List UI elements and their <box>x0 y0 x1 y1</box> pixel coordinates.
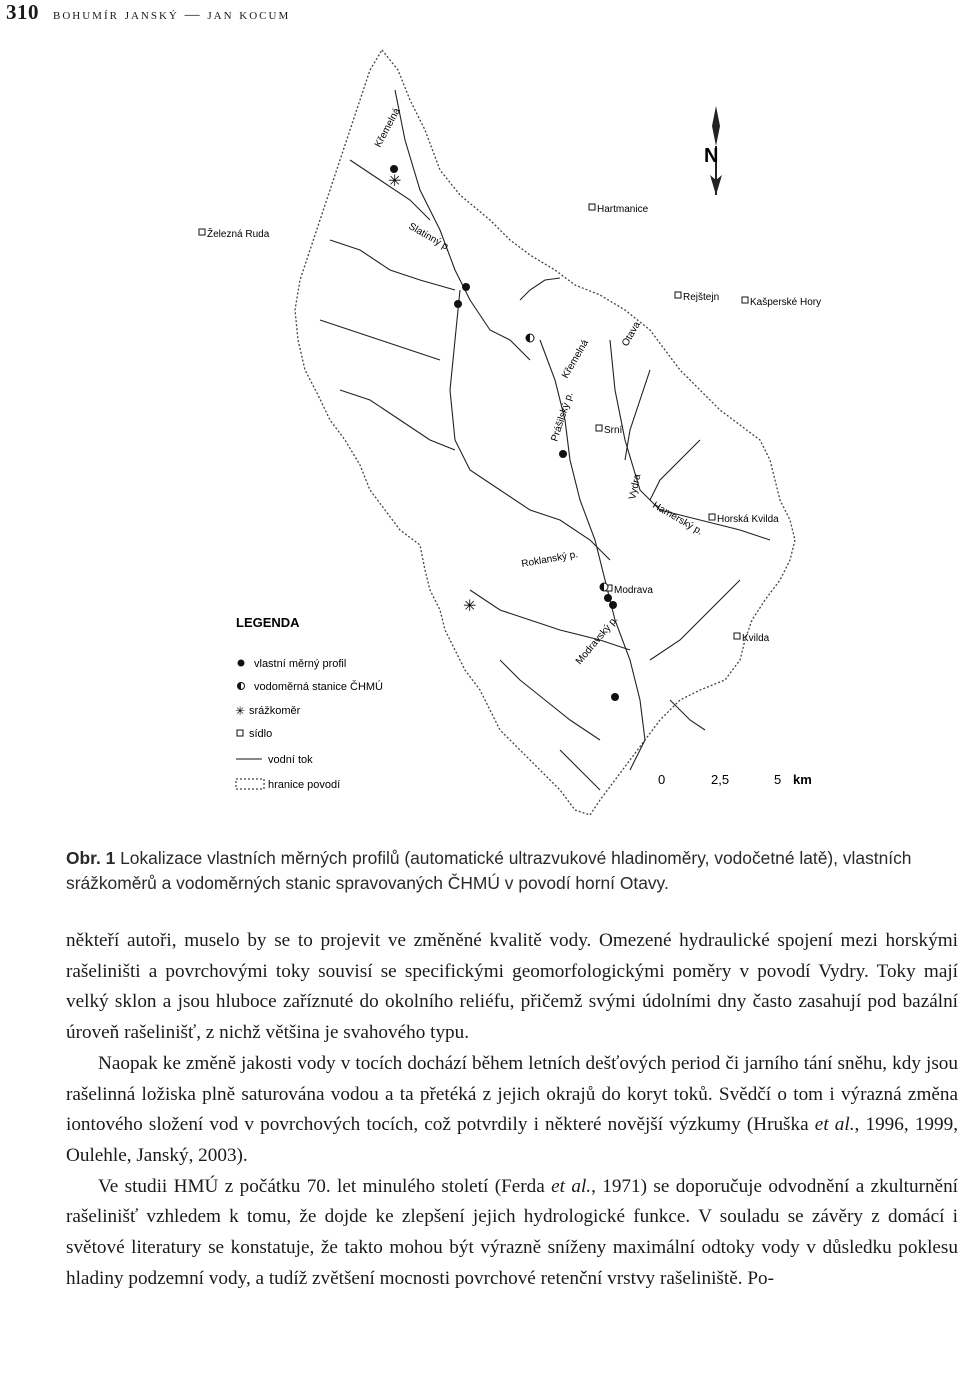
rain-gauge-icon: ✳ <box>388 171 402 190</box>
figure-caption <box>66 846 958 896</box>
place-label: Kašperské Hory <box>750 297 822 308</box>
paragraph-2: Naopak ke změně jakosti vody v tocích dochází během letních dešťových period či jarního tání sněhu, kdy jsou rašelinná ložiska plně saturována vodou a ta přetéká z jejich okrajů do koryt toků. Svědčí o tom i výrazná změna iontového složení vod v povrchových tocích, což potvrdily i některé novější výzkumy (Hruška et al., 1996, 1999, Oulehle, Janský, 2003). <box>66 1052 958 1166</box>
rain-gauge-icon: ✳ <box>463 596 477 615</box>
north-label: N <box>704 145 719 167</box>
place-label: Horská Kvilda <box>717 514 779 525</box>
paragraph-1: někteří autoři, muselo by se to projevit ve změněné kvalitě vody. Omezené hydraulické spojení mezi horskými rašeliništi a povrchovými toky souvisí se specifickými geomorfologickými poměry v povodí Vydry. Toky mají velký sklon a jsou hluboce zaříznuté do okolního reliéfu, přičemž svými údolními dny často zasahují pod bazální úroveň rašelinišť, z nichž většina je svahového typu. <box>66 930 958 1044</box>
gauge-point <box>462 283 470 291</box>
scale-bar <box>658 772 812 787</box>
legend-item: vodní tok <box>268 754 313 766</box>
gauge-point <box>609 601 617 609</box>
legend-title: LEGENDA <box>236 615 300 630</box>
body-text <box>66 926 958 1294</box>
river-network <box>320 90 770 790</box>
settlement-marker <box>734 633 740 639</box>
settlement-marker <box>742 297 748 303</box>
paragraph-3: Ve studii HMÚ z počátku 70. let minulého století (Ferda et al., 1971) se doporučuje odvodnění a zkulturnění rašelinišť vzhledem k tomu, že dojde ke zlepšení jejich hydrologické funkce. V souladu se závěry z domácí i světové literatury se konstatuje, že takto mohou být výrazně sníženy maximální odtoky vody v důsledku poklesu hladiny podzemní vody, a tudíž zvětšení mocnosti povrchové retenční vrstvy rašeliniště. Po- <box>66 1175 958 1289</box>
station-point <box>526 334 534 342</box>
map-figure <box>0 40 960 840</box>
river-label: Modravský p. <box>573 614 621 667</box>
settlement-marker <box>596 425 602 431</box>
place-label: Srní <box>604 425 623 436</box>
place-label: Železná Ruda <box>207 229 270 240</box>
river-labels <box>373 106 705 667</box>
gauge-point <box>559 450 567 458</box>
map-legend <box>235 615 383 791</box>
caption-label: Obr. 1 <box>66 848 116 868</box>
svg-text:2,5: 2,5 <box>711 772 730 787</box>
river-label: Slatinný p. <box>406 221 453 254</box>
caption-text: Lokalizace vlastních měrných profilů (automatické ultrazvukové hladinoměry, vodočetné latě), vlastních srážkoměrů a vodoměrných stanic spravovaných ČHMÚ v povodí horní Otavy. <box>66 848 912 893</box>
running-head: bohumír janský — jan kocum <box>53 7 291 23</box>
legend-item: vlastní měrný profil <box>254 658 347 670</box>
measurement-points <box>388 165 619 701</box>
place-label: Modrava <box>614 585 653 596</box>
river-label: Roklanský p. <box>520 549 579 570</box>
running-header <box>6 0 290 26</box>
place-label: Hartmanice <box>597 204 649 215</box>
north-arrow <box>704 106 722 195</box>
svg-text:5: 5 <box>774 772 782 787</box>
svg-text:0: 0 <box>658 772 666 787</box>
legend-item: srážkoměr <box>249 705 301 717</box>
river-label: Hamerský p. <box>650 500 705 538</box>
settlement-marker <box>589 204 595 210</box>
svg-text:km: km <box>793 772 812 787</box>
gauge-point <box>604 594 612 602</box>
legend-item: vodoměrná stanice ČHMÚ <box>254 681 383 693</box>
station-point <box>600 583 608 591</box>
rain-gauge-icon: ✳ <box>235 704 246 718</box>
settlement-marker <box>675 292 681 298</box>
river-label: Prášilský p. <box>549 390 576 443</box>
river-label: Křemelná <box>560 337 592 381</box>
place-label: Kvilda <box>742 633 770 644</box>
place-label: Rejštejn <box>683 292 720 303</box>
settlement-marker <box>709 514 715 520</box>
map-svg <box>0 40 960 840</box>
places <box>199 204 821 644</box>
gauge-point <box>611 693 619 701</box>
gauge-point <box>454 300 462 308</box>
legend-item: sídlo <box>249 728 273 740</box>
settlement-marker <box>199 229 205 235</box>
river-label: Otava <box>620 319 643 349</box>
river-label: Křemelná <box>372 106 403 150</box>
page-number: 310 <box>6 0 39 24</box>
legend-item: hranice povodí <box>268 779 341 791</box>
river-label: Vydra <box>627 473 644 501</box>
